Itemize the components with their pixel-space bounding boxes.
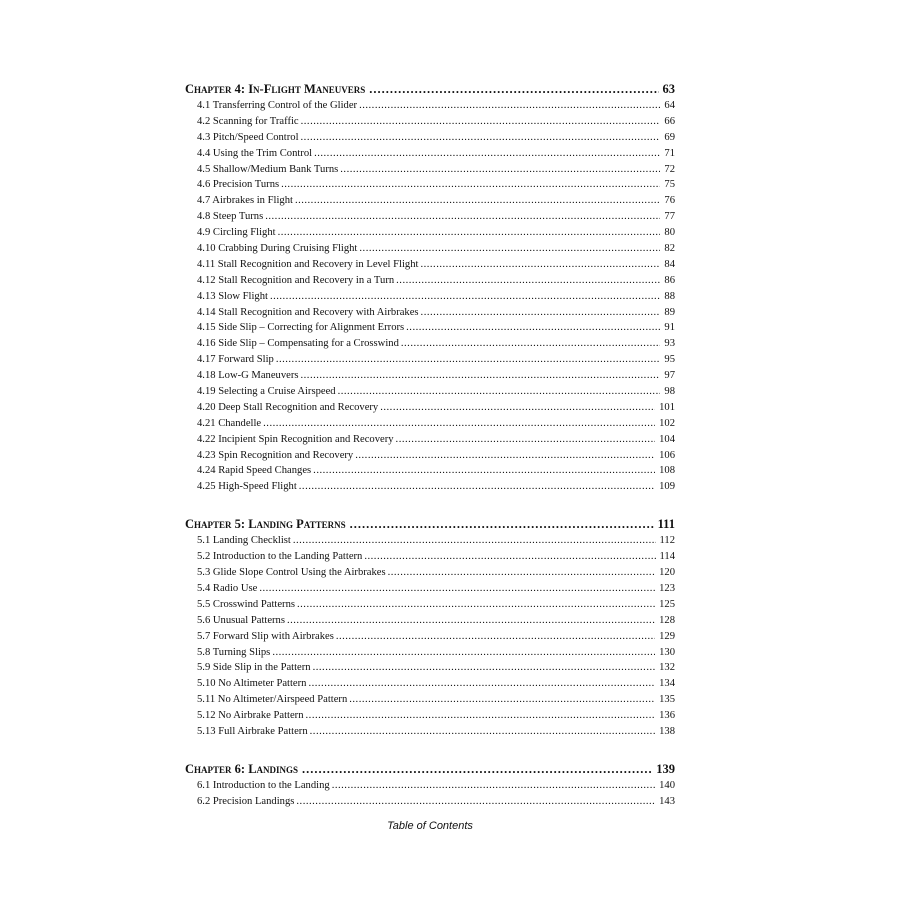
toc-entry bbox=[185, 98, 675, 114]
chapter-heading bbox=[185, 515, 675, 533]
chapter-page-number: 139 bbox=[656, 761, 675, 776]
chapter-entries bbox=[185, 533, 675, 740]
toc-entry-page-number: 72 bbox=[664, 163, 675, 175]
toc-entry-page-number: 135 bbox=[659, 694, 675, 706]
dot-leader bbox=[293, 533, 656, 549]
dot-leader bbox=[310, 724, 655, 740]
dot-leader bbox=[313, 463, 655, 479]
toc-entry-page-number: 125 bbox=[659, 598, 675, 610]
toc-entry bbox=[185, 352, 675, 368]
dot-leader bbox=[420, 257, 660, 273]
toc-entry bbox=[185, 448, 675, 464]
toc-entry bbox=[185, 676, 675, 692]
toc-entry-page-number: 66 bbox=[664, 115, 675, 127]
toc-entry bbox=[185, 305, 675, 321]
chapter-heading bbox=[185, 80, 675, 98]
dot-leader bbox=[301, 114, 661, 130]
toc-entry-title: 4.2 Scanning for Traffic bbox=[197, 115, 299, 127]
dot-leader bbox=[287, 613, 655, 629]
toc-entry-page-number: 106 bbox=[659, 449, 675, 461]
toc-entry-page-number: 80 bbox=[664, 227, 675, 239]
toc-entry-title: 4.12 Stall Recognition and Recovery in a Turn bbox=[197, 274, 395, 286]
toc-entry-title: 4.22 Incipient Spin Recognition and Recovery bbox=[197, 433, 394, 445]
toc-entry-title: 4.14 Stall Recognition and Recovery with Airbrakes bbox=[197, 306, 419, 318]
dot-leader bbox=[338, 384, 661, 400]
dot-leader bbox=[349, 692, 655, 708]
toc-entry-title: 5.3 Glide Slope Control Using the Airbrakes bbox=[197, 567, 386, 579]
toc-entry-page-number: 102 bbox=[659, 417, 675, 429]
chapter-entries bbox=[185, 778, 675, 810]
toc-entry-page-number: 123 bbox=[659, 582, 675, 594]
toc-entry-page-number: 84 bbox=[664, 258, 675, 270]
toc-entry bbox=[185, 384, 675, 400]
dot-leader bbox=[396, 273, 660, 289]
toc-entry bbox=[185, 613, 675, 629]
toc-entry-page-number: 93 bbox=[664, 338, 675, 350]
toc-entry-page-number: 71 bbox=[664, 147, 675, 159]
dot-leader bbox=[270, 289, 660, 305]
toc-entry-title: 4.5 Shallow/Medium Bank Turns bbox=[197, 163, 339, 175]
toc-entry bbox=[185, 645, 675, 661]
toc-entry-title: 4.13 Slow Flight bbox=[197, 290, 268, 302]
toc-entry-title: 6.2 Precision Landings bbox=[197, 795, 295, 807]
dot-leader bbox=[406, 320, 660, 336]
toc-entry bbox=[185, 432, 675, 448]
toc-entry-title: 5.4 Radio Use bbox=[197, 582, 258, 594]
toc-entry-title: 4.20 Deep Stall Recognition and Recovery bbox=[197, 401, 379, 413]
page-footer: Table of Contents bbox=[387, 820, 473, 832]
toc-entry-page-number: 89 bbox=[664, 306, 675, 318]
dot-leader bbox=[332, 778, 655, 794]
toc-entry bbox=[185, 416, 675, 432]
dot-leader bbox=[355, 448, 655, 464]
toc-entry-title: 5.10 No Altimeter Pattern bbox=[197, 678, 307, 690]
toc-entry bbox=[185, 479, 675, 495]
toc-entry-title: 4.4 Using the Trim Control bbox=[197, 147, 313, 159]
toc-entry-title: 5.13 Full Airbrake Pattern bbox=[197, 725, 308, 737]
toc-entry-page-number: 140 bbox=[659, 779, 675, 791]
toc-entry-title: 4.23 Spin Recognition and Recovery bbox=[197, 449, 354, 461]
dot-leader bbox=[301, 368, 661, 384]
toc-entry-title: 5.8 Turning Slips bbox=[197, 646, 271, 658]
dot-leader bbox=[380, 400, 655, 416]
toc-entry-page-number: 132 bbox=[659, 662, 675, 674]
dot-leader bbox=[295, 193, 660, 209]
toc-entry bbox=[185, 241, 675, 257]
toc-entry bbox=[185, 660, 675, 676]
toc-entry bbox=[185, 336, 675, 352]
toc-entry bbox=[185, 273, 675, 289]
toc-entry bbox=[185, 794, 675, 810]
toc-entry-title: 4.10 Crabbing During Cruising Flight bbox=[197, 243, 358, 255]
toc-entry bbox=[185, 209, 675, 225]
toc-entry-title: 4.1 Transferring Control of the Glider bbox=[197, 100, 358, 111]
dot-leader bbox=[297, 597, 655, 613]
toc-entry-title: 4.17 Forward Slip bbox=[197, 354, 274, 366]
toc-entry bbox=[185, 114, 675, 130]
toc-entry bbox=[185, 778, 675, 794]
dot-leader bbox=[281, 177, 660, 193]
toc-entry bbox=[185, 320, 675, 336]
toc-entry-page-number: 136 bbox=[659, 710, 675, 722]
dot-leader bbox=[263, 416, 655, 432]
toc-entry-title: 5.11 No Altimeter/Airspeed Pattern bbox=[197, 694, 348, 706]
toc-entry-title: 4.21 Chandelle bbox=[197, 417, 262, 429]
toc-entry-title: 4.3 Pitch/Speed Control bbox=[197, 131, 299, 143]
toc-entry-page-number: 77 bbox=[664, 211, 675, 223]
toc-entry bbox=[185, 565, 675, 581]
toc-entry-page-number: 114 bbox=[659, 551, 675, 563]
toc-entry-page-number: 108 bbox=[659, 465, 675, 477]
toc-entry-title: 4.11 Stall Recognition and Recovery in Level Flight bbox=[197, 258, 419, 270]
toc-entry-page-number: 143 bbox=[659, 795, 675, 807]
dot-leader bbox=[359, 98, 660, 114]
dot-leader bbox=[396, 432, 656, 448]
toc-entry bbox=[185, 724, 675, 740]
toc-entry bbox=[185, 257, 675, 273]
dot-leader bbox=[301, 130, 661, 146]
chapter-6 bbox=[185, 760, 675, 810]
toc-entry-title: 4.15 Side Slip – Correcting for Alignment Errors bbox=[197, 322, 405, 334]
toc-entry-title: 4.9 Circling Flight bbox=[197, 227, 276, 239]
dot-leader bbox=[388, 565, 656, 581]
toc-entry-title: 5.12 No Airbrake Pattern bbox=[197, 710, 304, 722]
toc-entry-page-number: 130 bbox=[659, 646, 675, 658]
toc-entry-page-number: 134 bbox=[659, 678, 675, 690]
toc-entry bbox=[185, 549, 675, 565]
dot-leader bbox=[336, 629, 655, 645]
toc-entry-page-number: 101 bbox=[659, 401, 675, 413]
toc-entry-title: 4.24 Rapid Speed Changes bbox=[197, 465, 312, 477]
toc-entry bbox=[185, 225, 675, 241]
table-of-contents bbox=[185, 80, 675, 830]
toc-entry-title: 4.19 Selecting a Cruise Airspeed bbox=[197, 386, 336, 398]
dot-leader bbox=[299, 479, 655, 495]
chapter-page-number: 63 bbox=[662, 82, 675, 96]
toc-entry-page-number: 95 bbox=[664, 354, 675, 366]
toc-entry-title: 5.5 Crosswind Patterns bbox=[197, 598, 295, 610]
toc-entry-page-number: 86 bbox=[664, 274, 675, 286]
toc-entry-title: 4.8 Steep Turns bbox=[197, 211, 264, 223]
toc-entry-page-number: 76 bbox=[664, 195, 675, 207]
toc-entry-title: 4.7 Airbrakes in Flight bbox=[197, 195, 293, 207]
toc-entry bbox=[185, 400, 675, 416]
toc-entry-title: 4.25 High-Speed Flight bbox=[197, 481, 297, 493]
dot-leader bbox=[278, 225, 661, 241]
dot-leader bbox=[359, 241, 660, 257]
dot-leader bbox=[265, 209, 660, 225]
dot-leader bbox=[313, 660, 656, 676]
toc-entry-title: 4.6 Precision Turns bbox=[197, 179, 280, 191]
toc-entry bbox=[185, 533, 675, 549]
dot-leader bbox=[302, 760, 652, 778]
toc-entry-page-number: 75 bbox=[664, 179, 675, 191]
toc-entry bbox=[185, 708, 675, 724]
toc-entry bbox=[185, 463, 675, 479]
chapter-title: Chapter 5: Landing Patterns bbox=[185, 517, 346, 532]
toc-entry bbox=[185, 162, 675, 178]
chapter-entries bbox=[185, 98, 675, 495]
toc-entry-title: 5.6 Unusual Patterns bbox=[197, 614, 285, 626]
dot-leader bbox=[364, 549, 655, 565]
toc-entry-page-number: 120 bbox=[659, 567, 675, 579]
dot-leader bbox=[306, 708, 656, 724]
toc-entry-page-number: 98 bbox=[664, 386, 675, 398]
toc-entry-page-number: 129 bbox=[659, 630, 675, 642]
toc-entry-page-number: 138 bbox=[659, 725, 675, 737]
dot-leader bbox=[272, 645, 655, 661]
toc-entry-page-number: 69 bbox=[664, 131, 675, 143]
dot-leader bbox=[369, 80, 658, 98]
toc-entry-title: 5.2 Introduction to the Landing Pattern bbox=[197, 551, 363, 563]
chapter-title: Chapter 4: In-Flight Maneuvers bbox=[185, 82, 366, 96]
toc-entry-page-number: 88 bbox=[664, 290, 675, 302]
toc-entry bbox=[185, 368, 675, 384]
dot-leader bbox=[308, 676, 655, 692]
toc-entry-page-number: 112 bbox=[659, 535, 675, 547]
toc-entry bbox=[185, 629, 675, 645]
dot-leader bbox=[296, 794, 655, 810]
toc-entry-page-number: 64 bbox=[664, 100, 675, 111]
dot-leader bbox=[276, 352, 661, 368]
toc-entry-page-number: 91 bbox=[664, 322, 675, 334]
toc-entry-title: 6.1 Introduction to the Landing bbox=[197, 779, 330, 791]
toc-entry-page-number: 97 bbox=[664, 370, 675, 382]
toc-entry-page-number: 104 bbox=[659, 433, 675, 445]
dot-leader bbox=[350, 515, 654, 533]
dot-leader bbox=[401, 336, 661, 352]
dot-leader bbox=[259, 581, 655, 597]
dot-leader bbox=[421, 305, 661, 321]
toc-entry bbox=[185, 177, 675, 193]
dot-leader bbox=[314, 146, 660, 162]
toc-entry-title: 4.16 Side Slip – Compensating for a Crosswind bbox=[197, 338, 399, 350]
chapter-page-number: 111 bbox=[657, 517, 675, 532]
toc-entry bbox=[185, 581, 675, 597]
chapter-heading bbox=[185, 760, 675, 778]
toc-entry-title: 5.1 Landing Checklist bbox=[197, 535, 291, 547]
toc-entry-page-number: 82 bbox=[664, 243, 675, 255]
chapter-title: Chapter 6: Landings bbox=[185, 761, 299, 776]
dot-leader bbox=[340, 162, 660, 178]
toc-entry-title: 4.18 Low-G Maneuvers bbox=[197, 370, 299, 382]
chapter-5 bbox=[185, 515, 675, 740]
toc-entry-title: 5.7 Forward Slip with Airbrakes bbox=[197, 630, 334, 642]
toc-entry bbox=[185, 193, 675, 209]
chapter-4 bbox=[185, 80, 675, 495]
toc-entry bbox=[185, 146, 675, 162]
toc-entry-page-number: 128 bbox=[659, 614, 675, 626]
toc-entry bbox=[185, 692, 675, 708]
toc-entry bbox=[185, 130, 675, 146]
toc-entry-page-number: 109 bbox=[659, 481, 675, 493]
toc-entry-title: 5.9 Side Slip in the Pattern bbox=[197, 662, 311, 674]
toc-entry bbox=[185, 289, 675, 305]
toc-entry bbox=[185, 597, 675, 613]
